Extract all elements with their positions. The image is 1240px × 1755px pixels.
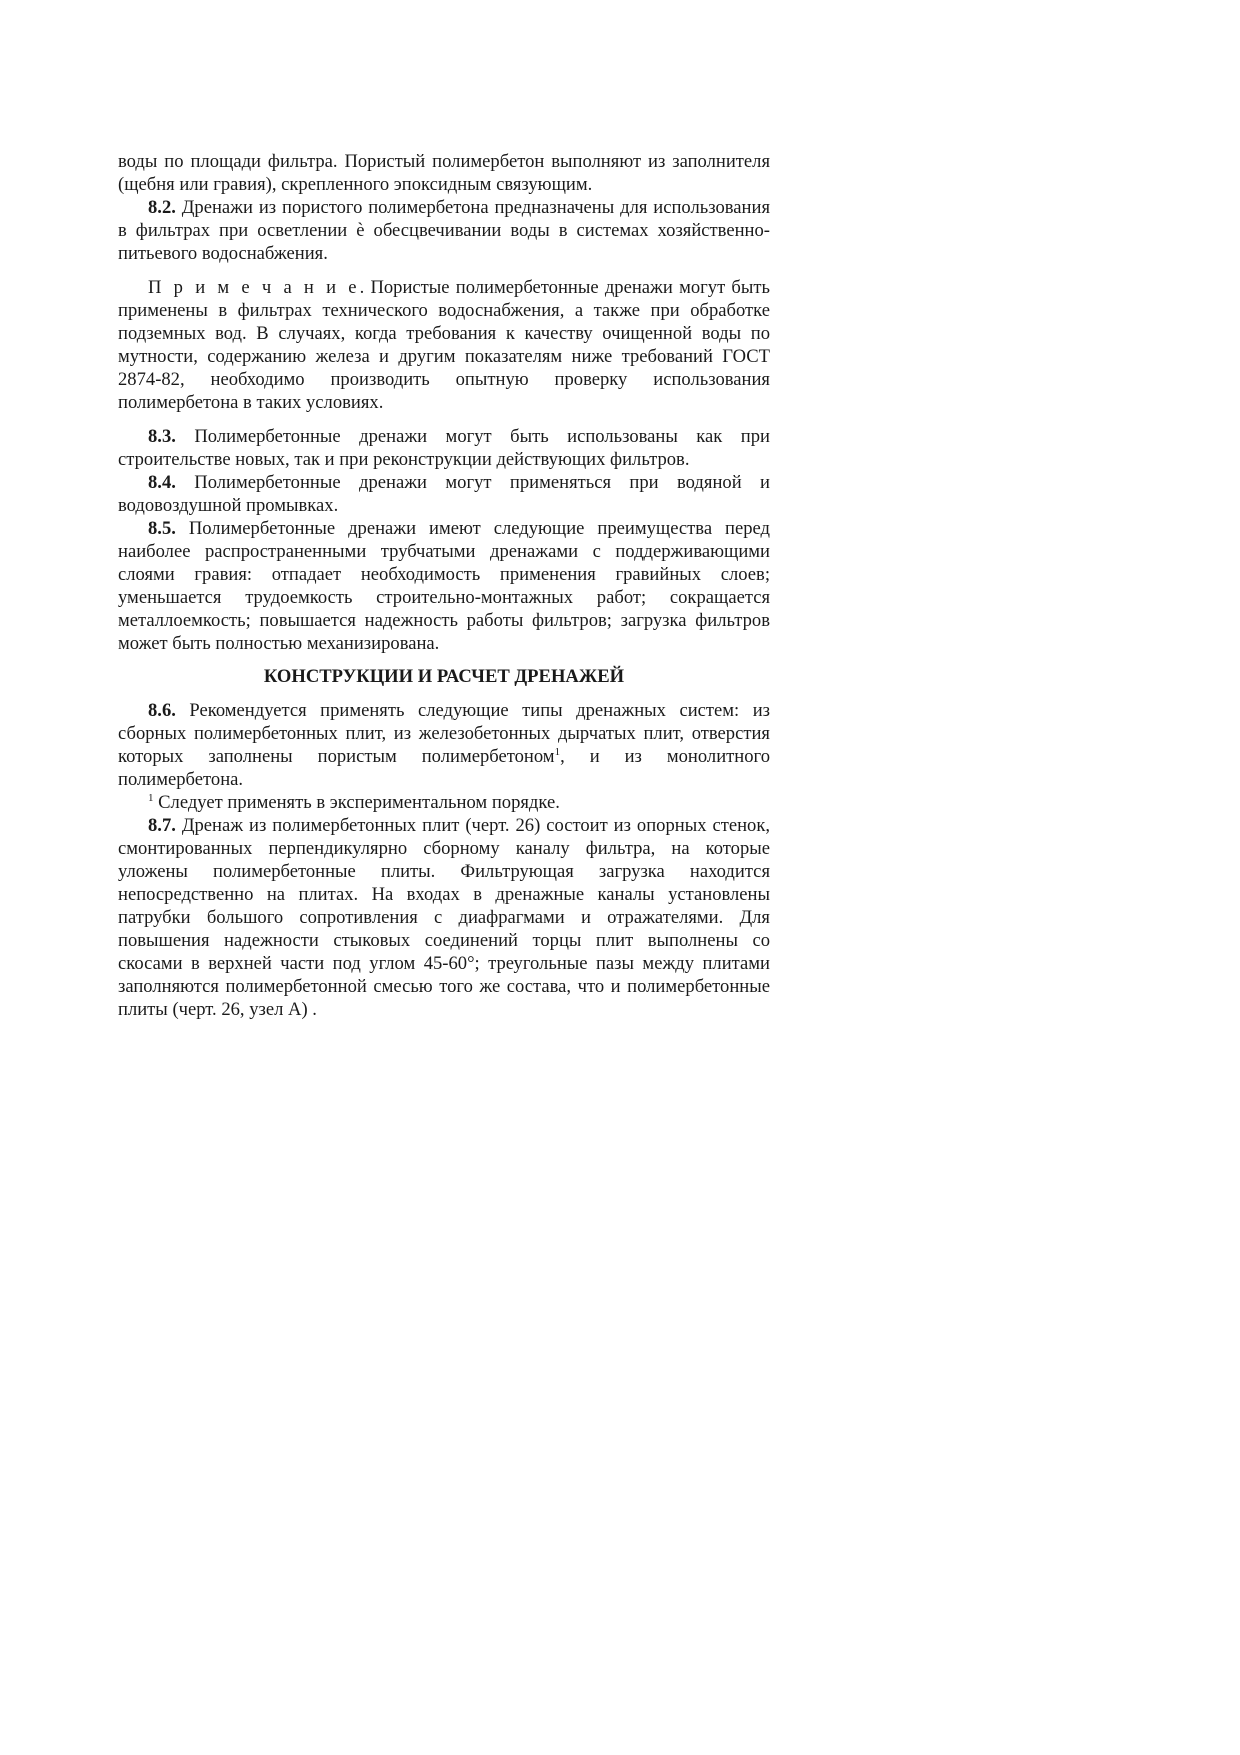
footnote bbox=[118, 791, 770, 814]
clause-number: 8.3. bbox=[148, 426, 176, 447]
clause-number: 8.2. bbox=[148, 197, 176, 218]
clause-text: Рекомендуется применять следующие типы дренажных систем: из сборных полимербетонных плит, из железобетонных дырчатых плит, отверстия которых заполнены пористым полимербетоном bbox=[118, 700, 770, 767]
clause-text: Дренажи из пористого полимербетона предназначены для использования в фильтрах при осветлении è обесцвечивании воды в системах хозяйственно-питьевого водоснабжения. bbox=[118, 197, 770, 264]
clause-text-continued: , и из монолитного полимербетона. bbox=[118, 746, 770, 790]
paragraph-8-3 bbox=[118, 425, 770, 471]
paragraph-8-5 bbox=[118, 517, 770, 655]
clause-number: 8.7. bbox=[148, 815, 176, 836]
clause-text: Полимербетонные дренажи могут быть использованы как при строительстве новых, так и при реконструкции действующих фильтров. bbox=[118, 426, 770, 470]
paragraph-intro: воды по площади фильтра. Пористый полимербетон выполняют из заполнителя (щебня или гравия), скрепленного эпоксидным связующим. bbox=[118, 151, 770, 195]
clause-text: Полимербетонные дренажи имеют следующие преимущества перед наиболее распространенными трубчатыми дренажами с поддерживающими слоями гравия: отпадает необходимость применения гравийных слоев; уменьшается трудоемкость строительно-монтажных работ; сокращается металлоемкость; повышается надежность работы фильтров; загрузка фильтров может быть полностью механизирована. bbox=[118, 518, 770, 654]
footnote-number: 1 bbox=[148, 792, 154, 804]
paragraph-8-6 bbox=[118, 699, 770, 791]
document-page bbox=[118, 150, 770, 1021]
clause-number: 8.4. bbox=[148, 472, 176, 493]
footnote-text: Следует применять в экспериментальном порядке. bbox=[153, 792, 560, 813]
paragraph-8-2 bbox=[118, 196, 770, 265]
paragraph-8-7 bbox=[118, 814, 770, 1021]
note-paragraph bbox=[118, 276, 770, 414]
clause-text: Дренаж из полимербетонных плит (черт. 26) состоит из опорных стенок, смонтированных перпендикулярно сборному каналу фильтра, на которые уложены полимербетонные плиты. Фильтрующая загрузка находится непосредственно на плитах. На входах в дренажные каналы установлены патрубки большого сопротивления с диафрагмами и отражателями. Для повышения надежности стыковых соединений торцы плит выполнены со скосами в верхней части под углом 45-60°; треугольные пазы между плитами заполняются полимербетонной смесью того же состава, что и полимербетонные плиты (черт. 26, узел А) . bbox=[118, 815, 770, 1020]
section-heading: КОНСТРУКЦИИ И РАСЧЕТ ДРЕНАЖЕЙ bbox=[263, 666, 625, 687]
footnote-marker: 1 bbox=[554, 746, 561, 758]
note-text: . Пористые полимербетонные дренажи могут быть применены в фильтрах технического водоснабжения, а также при обработке подземных вод. В случаях, когда требования к качеству очищенной воды по мутности, содержанию железа и другим показателям ниже требований ГОСТ 2874-82, необходимо производить опытную проверку использования полимербетона в таких условиях. bbox=[118, 277, 770, 413]
note-label: П р и м е ч а н и е bbox=[148, 277, 360, 298]
clause-number: 8.5. bbox=[148, 518, 176, 539]
paragraph-8-4 bbox=[118, 471, 770, 517]
clause-number: 8.6. bbox=[148, 700, 176, 721]
clause-text: Полимербетонные дренажи могут применяться при водяной и водовоздушной промывках. bbox=[118, 472, 770, 516]
